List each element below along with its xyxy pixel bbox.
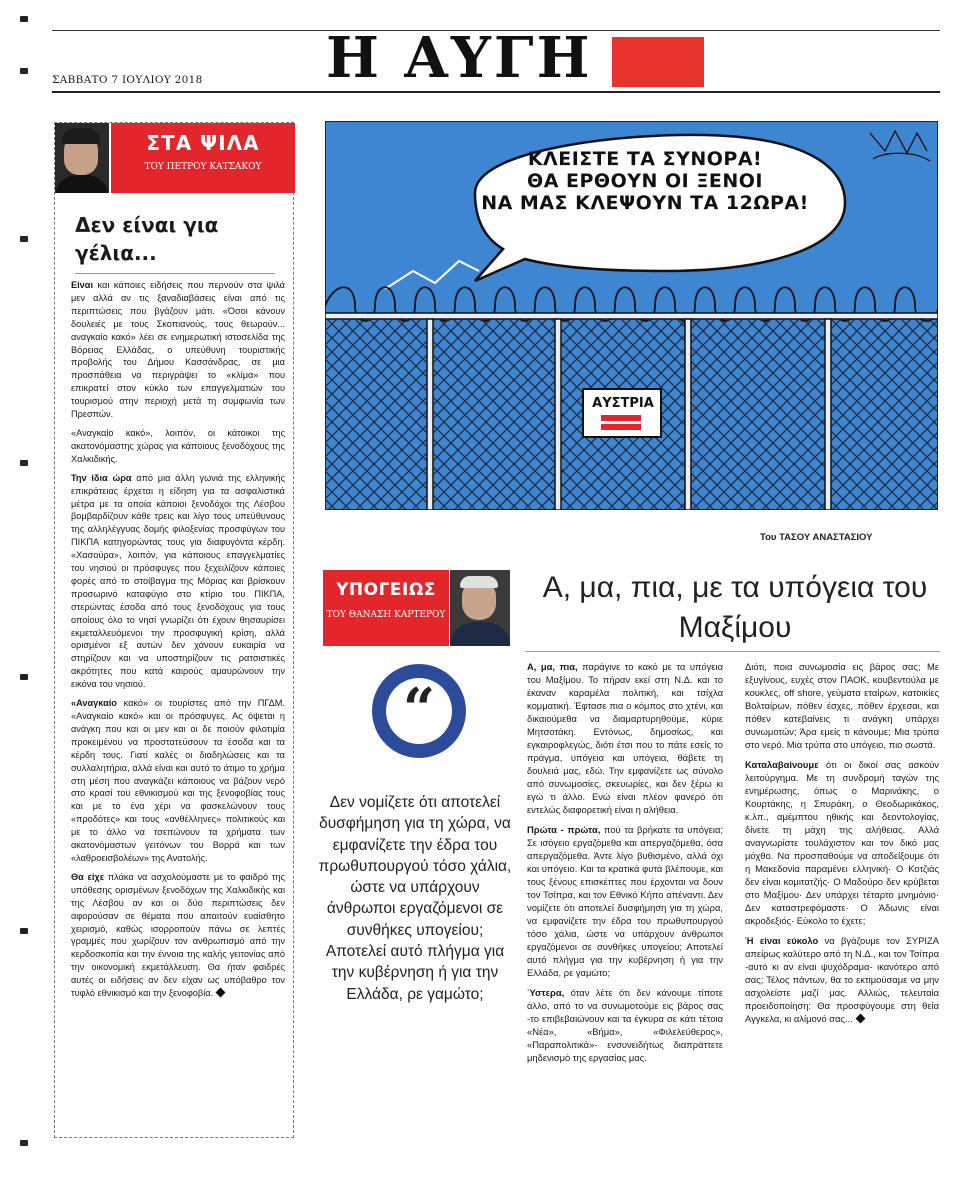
- article-column-2: [745, 660, 939, 1032]
- margin-mark: [20, 68, 28, 74]
- author-photo: [55, 123, 109, 193]
- margin-mark: [20, 460, 28, 466]
- column-author: ΤΟΥ ΠΕΤΡΟΥ ΚΑΤΣΑΚΟΥ: [144, 162, 262, 172]
- sta-psila-column: [54, 122, 294, 1138]
- paragraph: Ή είναι εύκολο να βγάζουμε τον ΣΥΡΙΖΑ απείρως καλύτερο από τη Ν.Δ., και τον Τσίπρα -αυτό κι αν είναι ψυχόδραμα- ικανότερο από σας; Τέλος πάντων, θα το εκτιμούσαμε να μην ασχολείστε μαζί μας. Αλλιώς, τελευταία προειδοποίηση: Θα προσφύγουμε στη θεία Αγγκελα, κι αλίμονό σας...: [745, 935, 939, 1024]
- masthead: [0, 0, 960, 96]
- masthead-red-block: [612, 37, 704, 87]
- margin-mark: [20, 236, 28, 242]
- masthead-rule: [52, 91, 940, 93]
- issue-date: ΣΑΒΒΑΤΟ 7 ΙΟΥΛΙΟΥ 2018: [52, 74, 203, 86]
- paragraph: «Αναγκαίο κακό», λοιπόν, οι κάτοικοι της ακατονόμαστης χώρας για κάποιους ξενοδόχους της Χαλκιδικής.: [71, 427, 285, 464]
- article-title: Δεν είναι για γέλια...: [75, 213, 219, 265]
- paragraph: Καταλαβαίνουμε ότι οι δικοί σας ασκούν λειτούργημα. Με τη συνδρομή ταγών της ενημέρωσης, όπως ο Μαρινάκης, ο Κουρτάκης, η Σπυράκη, ο Θεοδωρικάκος, κ.λπ., αμέμπτου ηθικής και δεοντολογίας, δίνετε τη μάχη της αλήθειας. Αλλά αναγνωρίστε τουλάχιστον και τον δικό μας μόχθο. Να προσπαθούμε να αποδείξουμε ότι η Μακεδονία παραμένει ελληνική· Ο Κοτζιάς δεν είναι κομιτατζής· Ο Μαδούρο δεν κρύβεται στο Μαξίμου· Δεν υπάρχει τέταρτο μνημόνιο· Δεν καταστρεφόμαστε· Ο Άδωνις είναι ακροδεξιός· Εύκολο το έχετε;: [745, 759, 939, 926]
- margin-mark: [20, 16, 28, 22]
- sign-text: ΑΥΣΤΡΙΑ: [592, 396, 654, 411]
- paragraph: Πρώτα - πρώτα, πού τα βρήκατε τα υπόγεια; Σε ισόγειο εργαζόμεθα και απεργαζόμεθα, όσα απεργαζόμεθα. Άντε λίγο βυθισμένο, αλλά όχι και υπόγειο. Και τα κρατικά φυτά βλέπουμε, και τους ξένους επισκέπτες που έρχονται να δουν τον Τσίπρα, και τον Εθνικό Κήπο απέναντι. Δεν νομίζετε ότι αποτελεί δυσφήμηση για τη χώρα, να εμφανίζετε την έδρα του πρωθυπουργού τόσο χάλια, ώστε να υπάρχουν άνθρωποι εργαζόμενοι σε συνθήκες υπογείου; Αποτελεί αυτό πλήγμα για την κυβέρνηση ή για την Ελλάδα, ρε γαμώτο;: [527, 824, 723, 978]
- end-mark-icon: [855, 1014, 865, 1024]
- column-name: ΣΤΑ ΨΙΛΑ: [146, 131, 260, 155]
- column-name: ΥΠΟΓΕΙΩΣ: [336, 580, 436, 600]
- paragraph: Είναι και κάποιες ειδήσεις που περνούν στα ψιλά μεν αλλά αν τις ξαναδιαβάσεις είναι από τις περιπτώσεις που βγάζουν μάτι. «Όσοι κάνουν δουλειές με τους Σκοπιανούς, τους θεωρούν... αναγκαίο κακό» λέει σε ενημερωτική ιστοσελίδα της Βόρειας Ελλάδας, ο υπεύθυνη τουριστικής προβολής του Δήμου Κασσάνδρας, σε μια προσπάθεια να περιγράψει το «κλίμα» που επικρατεί στον κύκλο των επαγγελματιών του τουρισμού στην περιοχή μετά τη συμφωνία των Πρεσπών.: [71, 280, 285, 420]
- paragraph: Α, μα, πια, παράγινε το κακό με τα υπόγεια του Μαξίμου. Το πήραν εκεί στη Ν.Δ. και το έκαναν καραμέλα πολιτική, και τσίχλα κομματική. Έφτασε πια ο κόμπος στο χτένι, και δικαιούμεθα να διαμαρτυρηθούμε, κύριε Μητσοτάκη. Εντόνως, δημοσίως, και εγκαιροφλεγώς, διότι έτσι που το πάτε εσείς το πράγμα, υπόγεια και υπόγεια, θάβετε τη δουλειά μας, εδώ. Την εμφανίζετε ως σύνολο από συνωμοσίες, σκευωρίες, και δεν ξέρω κι εγώ τι άλλο. Ενώ είναι πλέον φανερό ότι εντελώς διαφορετική είναι η αλήθεια.: [527, 661, 723, 815]
- article-body: [71, 279, 285, 1006]
- paragraph: Θα είχε πλάκα να ασχολούμαστε με το φαιδρό της υπόθεσης ορισμένων ξενοδόχων της Χαλκιδικής και της Λέσβου αν και οι δύο περιπτώσεις δεν αφορούσαν σε θέματα που απαιτούν ευαίσθητο χειρισμό, καθώς ισορροπούν πάνω σε λεπτές γραμμές που χωρίζουν τον ανθρωπισμό από την κερδοσκοπία και την έννοια της καλής γειτονίας από την οικονομική εκμετάλλευση. Θα ήταν φαιδρές αυτές οι ειδήσεις αν δεν είχαν ως υπόβαθρο τον τυφλό εθνικισμό και την ξενοφοβία.: [71, 871, 285, 999]
- cartoon-credit: Του ΤΑΣΟΥ ΑΝΑΣΤΑΣΙΟΥ: [760, 532, 873, 543]
- column-banner: [111, 123, 295, 193]
- headline-rule: [525, 651, 940, 652]
- paragraph: Διότι, ποια συνωμοσία εις βάρος σας; Με εξυγίνους, ευχές στον ΠΑΟΚ, κουβεντούλα με κουκλες, off shore, γεύματα εταίρων, κατοικίες Βολταίρων, πόθεν έσχες, πόθεν έρχεσαι, και πόθεν κατεβαίνεις τι ανάγκη υπάρχει συνωμοτών; Άρα εμείς τι κάνουμε; Μια τρύπα στο νερό. Μια τρύπα στο υπόγειο, πιο σωστά.: [745, 661, 939, 750]
- author-photo: [450, 570, 510, 646]
- pull-quote: Δεν νομίζετε ότι αποτελεί δυσφήμηση για τη χώρα, να εμφανίζετε την έδρα του πρωθυπουργού τόσο χάλια, ώστε να υπάρχουν άνθρωποι εργαζόμενοι σε συνθήκες υπογείου; Αποτελεί αυτό πλήγμα για την κυβέρνηση ή για την Ελλάδα, ρε γαμώτο;: [318, 794, 512, 1003]
- ypogeios-banner: [323, 570, 449, 646]
- margin-mark: [20, 1140, 28, 1146]
- speech-text: ΚΛΕΙΣΤΕ ΤΑ ΣΥΝΟΡΑ! ΘΑ ΕΡΘΟΥΝ ΟΙ ΞΕΝΟΙ ΝΑ ΜΑΣ ΚΛΕΨΟΥΝ ΤΑ 12ΩΡΑ!: [481, 148, 809, 214]
- newspaper-title: Η ΑΥΓΗ: [326, 25, 593, 91]
- column-header: [55, 123, 295, 193]
- paragraph: Ύστερα, όταν λέτε ότι δεν κάνουμε τίποτε άλλο, από το να συνωμοτούμε εις βάρος σας -το επιβεβαιώνουν και τα έγκυρα σε κάτι τέτοια «Νέα», «Βήμα», «Φιλελεύθερος», «Παραπολιτικά»- ενσυνειδήτως διαπράττετε μηδενισμό της εργασίας μας.: [527, 987, 723, 1063]
- margin-mark: [20, 928, 28, 934]
- end-mark-icon: [216, 988, 226, 998]
- quote-icon: “: [402, 676, 436, 742]
- article-headline: Α, μα, πια, με τα υπόγεια του Μαξίμου: [542, 571, 928, 644]
- paragraph: «Αναγκαίο κακό» οι τουρίστες από την ΠΓΔΜ. «Αναγκαίο κακό» και οι πρόσφυγες. Ας όψεται η ανάγκη που και οι μεν και οι δε ποιούν φιλοτιμία προκειμένου να προστατεύσουν τα έσοδα και τα κέρδη τους. Γιατί καλές οι διαδηλώσεις και τα συλλαλητήρια, αλλά είναι και αυτό το άτιμο το χρήμα στη μέση που αναγκάζει κάποιους να βάζουν νερό στο κρασί του εθνικισμού και της ξενοφοβίας τους και με το ένα χέρι να φασκελώνουν τους «προδότες» και τους «ανθέλληνες» πολιτικούς και με το άλλο να τσεπώνουν τα χρήματα των ακατονόμαστων γειτόνων του Βορρά και των «λαθροεισβολέων» της Ανατολής.: [71, 698, 285, 863]
- paragraph: Την ίδια ώρα από μια άλλη γωνιά της ελληνικής επικράτειας έρχεται η είδηση για τα ασφαλιστικά μέτρα με τα οποία κάποιοι ξενοδόχοι της Λέσβου βομβαρδίζουν κάθε τρεις και λίγο τους υπεύθυνους της αλληλέγγυας δομής φιλοξενίας προσφύγων του ΠΙΚΠΑ κατηγορώντας τους για διαφυγόντα κέρδη. «Χασούρα», λοιπόν, για κάποιους επαγγελματίες του νησιού οι πρόσφυγες που ξεχειλίζουν κάποιες φορές από το στοίβαγμα της Μόριας και βρίσκουν προσωρινό καταφύγιο στο κτίριο του ΠΙΚΠΑ, στερώντας έσοδα από τους ξενοδόχους για τους οποίους όλο το νησί γνωρίζει ότι έχουν θησαυρίσει εκμεταλλευόμενοι την προσφυγική κρίση, αλλά ορισμένοι εξ αυτών δεν χάνουν ευκαιρία να στηρίζουν και να υποστηρίζουν τις ρατσιστικές ακρότητες που κατά καιρούς αμαυρώνουν την εικόνα του νησιού.: [71, 472, 285, 690]
- margin-mark: [20, 674, 28, 680]
- title-rule: [75, 273, 275, 274]
- article-column-1: [527, 660, 723, 1071]
- column-author: ΤΟΥ ΘΑΝΑΣΗ ΚΑΡΤΕΡΟΥ: [326, 610, 446, 620]
